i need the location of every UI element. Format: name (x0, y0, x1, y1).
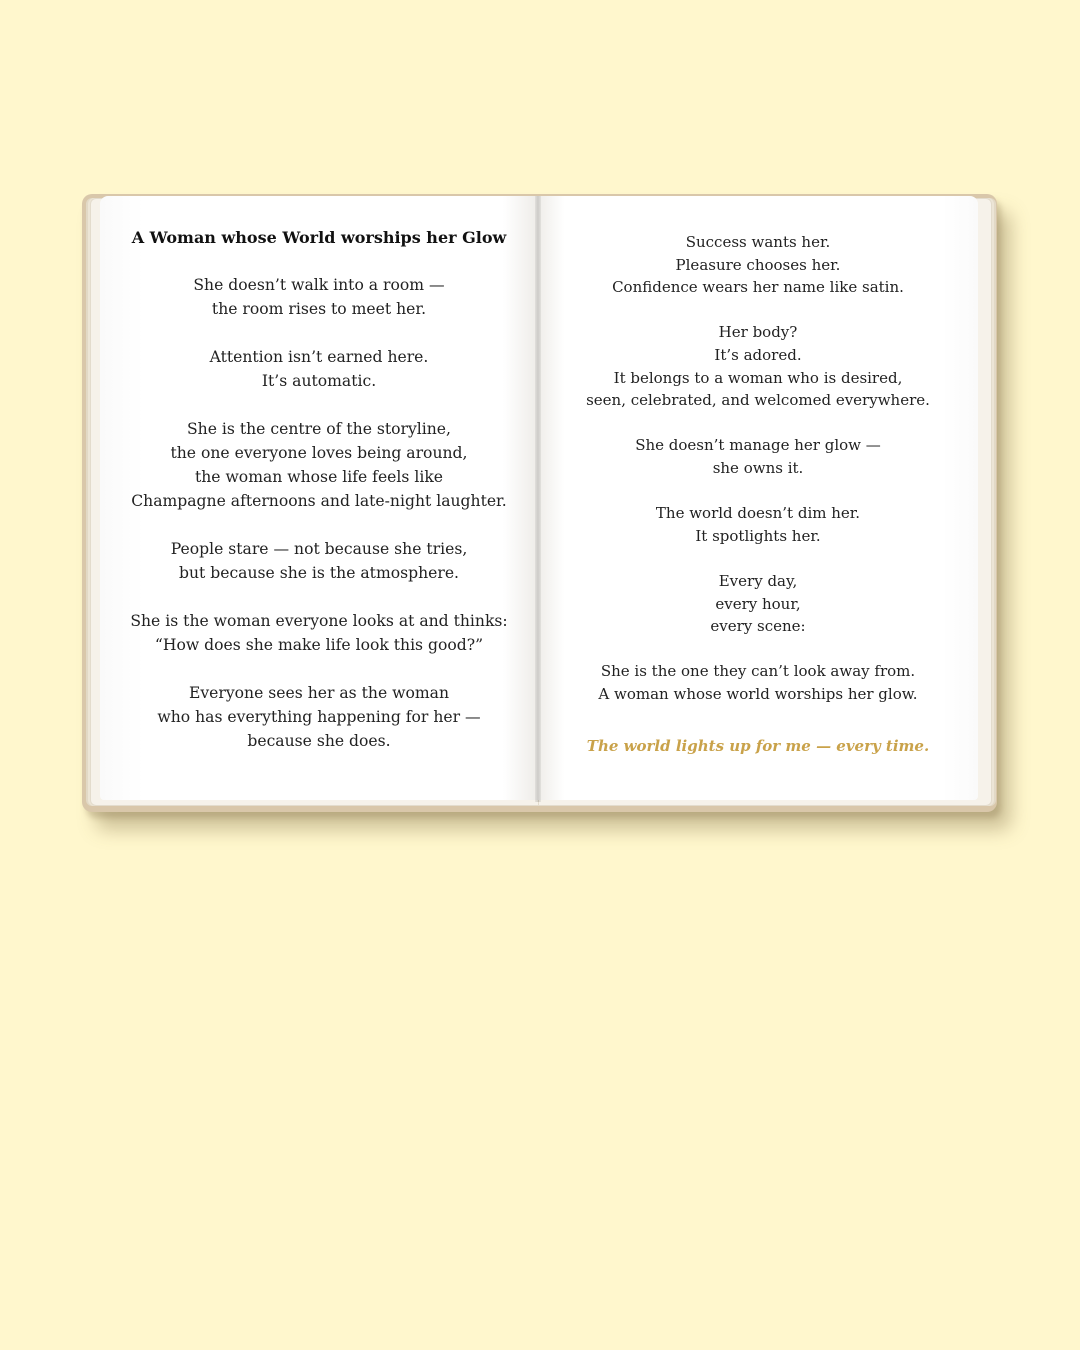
stanza (538, 321, 978, 411)
stanza (538, 660, 978, 705)
poem-line: every hour, (715, 594, 801, 613)
poem-line: Every day, (718, 571, 798, 590)
left-stanzas (100, 273, 538, 753)
left-page (100, 196, 538, 800)
poem-line: Champagne afternoons and late-night laughter. (131, 492, 507, 510)
poem-line: Confidence wears her name like satin. (612, 278, 904, 297)
poem-line: she owns it. (712, 458, 804, 477)
poem-line: Everyone sees her as the woman (188, 684, 449, 702)
stanza (100, 681, 538, 753)
affirmation: The world lights up for me — every time. (586, 737, 930, 756)
poem-line: Success wants her. (685, 233, 831, 251)
book-spine (535, 196, 541, 802)
poem-line: It spotlights her. (695, 526, 821, 545)
stanza (100, 537, 538, 585)
poem-line: She is the one they can’t look away from. (600, 662, 916, 681)
poem-line: She doesn’t manage her glow — (635, 436, 881, 455)
stanza (100, 609, 538, 657)
left-poem (100, 226, 538, 777)
stanza (100, 417, 538, 513)
poem-line: who has everything happening for her — (157, 708, 481, 726)
poem-title: A Woman whose World worships her Glow (131, 228, 507, 247)
stanza (100, 273, 538, 321)
stanza (538, 231, 978, 299)
poem-line: seen, celebrated, and welcomed everywhere. (586, 391, 930, 410)
poem-line: She is the woman everyone looks at and thinks: (130, 612, 508, 630)
stanza (538, 502, 978, 547)
poem-line: Attention isn’t earned here. (209, 348, 429, 366)
poem-line: Pleasure chooses her. (675, 255, 841, 274)
poem-line: People stare — not because she tries, (170, 540, 468, 558)
right-stanzas (538, 231, 978, 705)
poem-line: She doesn’t walk into a room — (193, 276, 445, 294)
poem-line: It belongs to a woman who is desired, (613, 368, 903, 387)
stanza (538, 434, 978, 479)
poem-line: It’s adored. (714, 345, 802, 364)
poem-line: the room rises to meet her. (211, 300, 427, 318)
right-poem (538, 231, 978, 758)
poem-line: It’s automatic. (261, 372, 377, 390)
poem-line: but because she is the atmosphere. (178, 564, 460, 582)
stanza (538, 570, 978, 638)
right-page (538, 196, 978, 800)
poem-line: She is the centre of the storyline, (187, 420, 451, 438)
poem-line: A woman whose world worships her glow. (598, 684, 918, 703)
poem-line: the woman whose life feels like (194, 468, 444, 486)
poem-line: The world doesn’t dim her. (655, 504, 861, 523)
poem-line: because she does. (247, 732, 391, 750)
poem-line: Her body? (718, 323, 798, 342)
poem-line: every scene: (710, 617, 806, 636)
poem-line: the one everyone loves being around, (170, 444, 468, 462)
stanza (100, 345, 538, 393)
poem-line: “How does she make life look this good?” (154, 636, 484, 654)
